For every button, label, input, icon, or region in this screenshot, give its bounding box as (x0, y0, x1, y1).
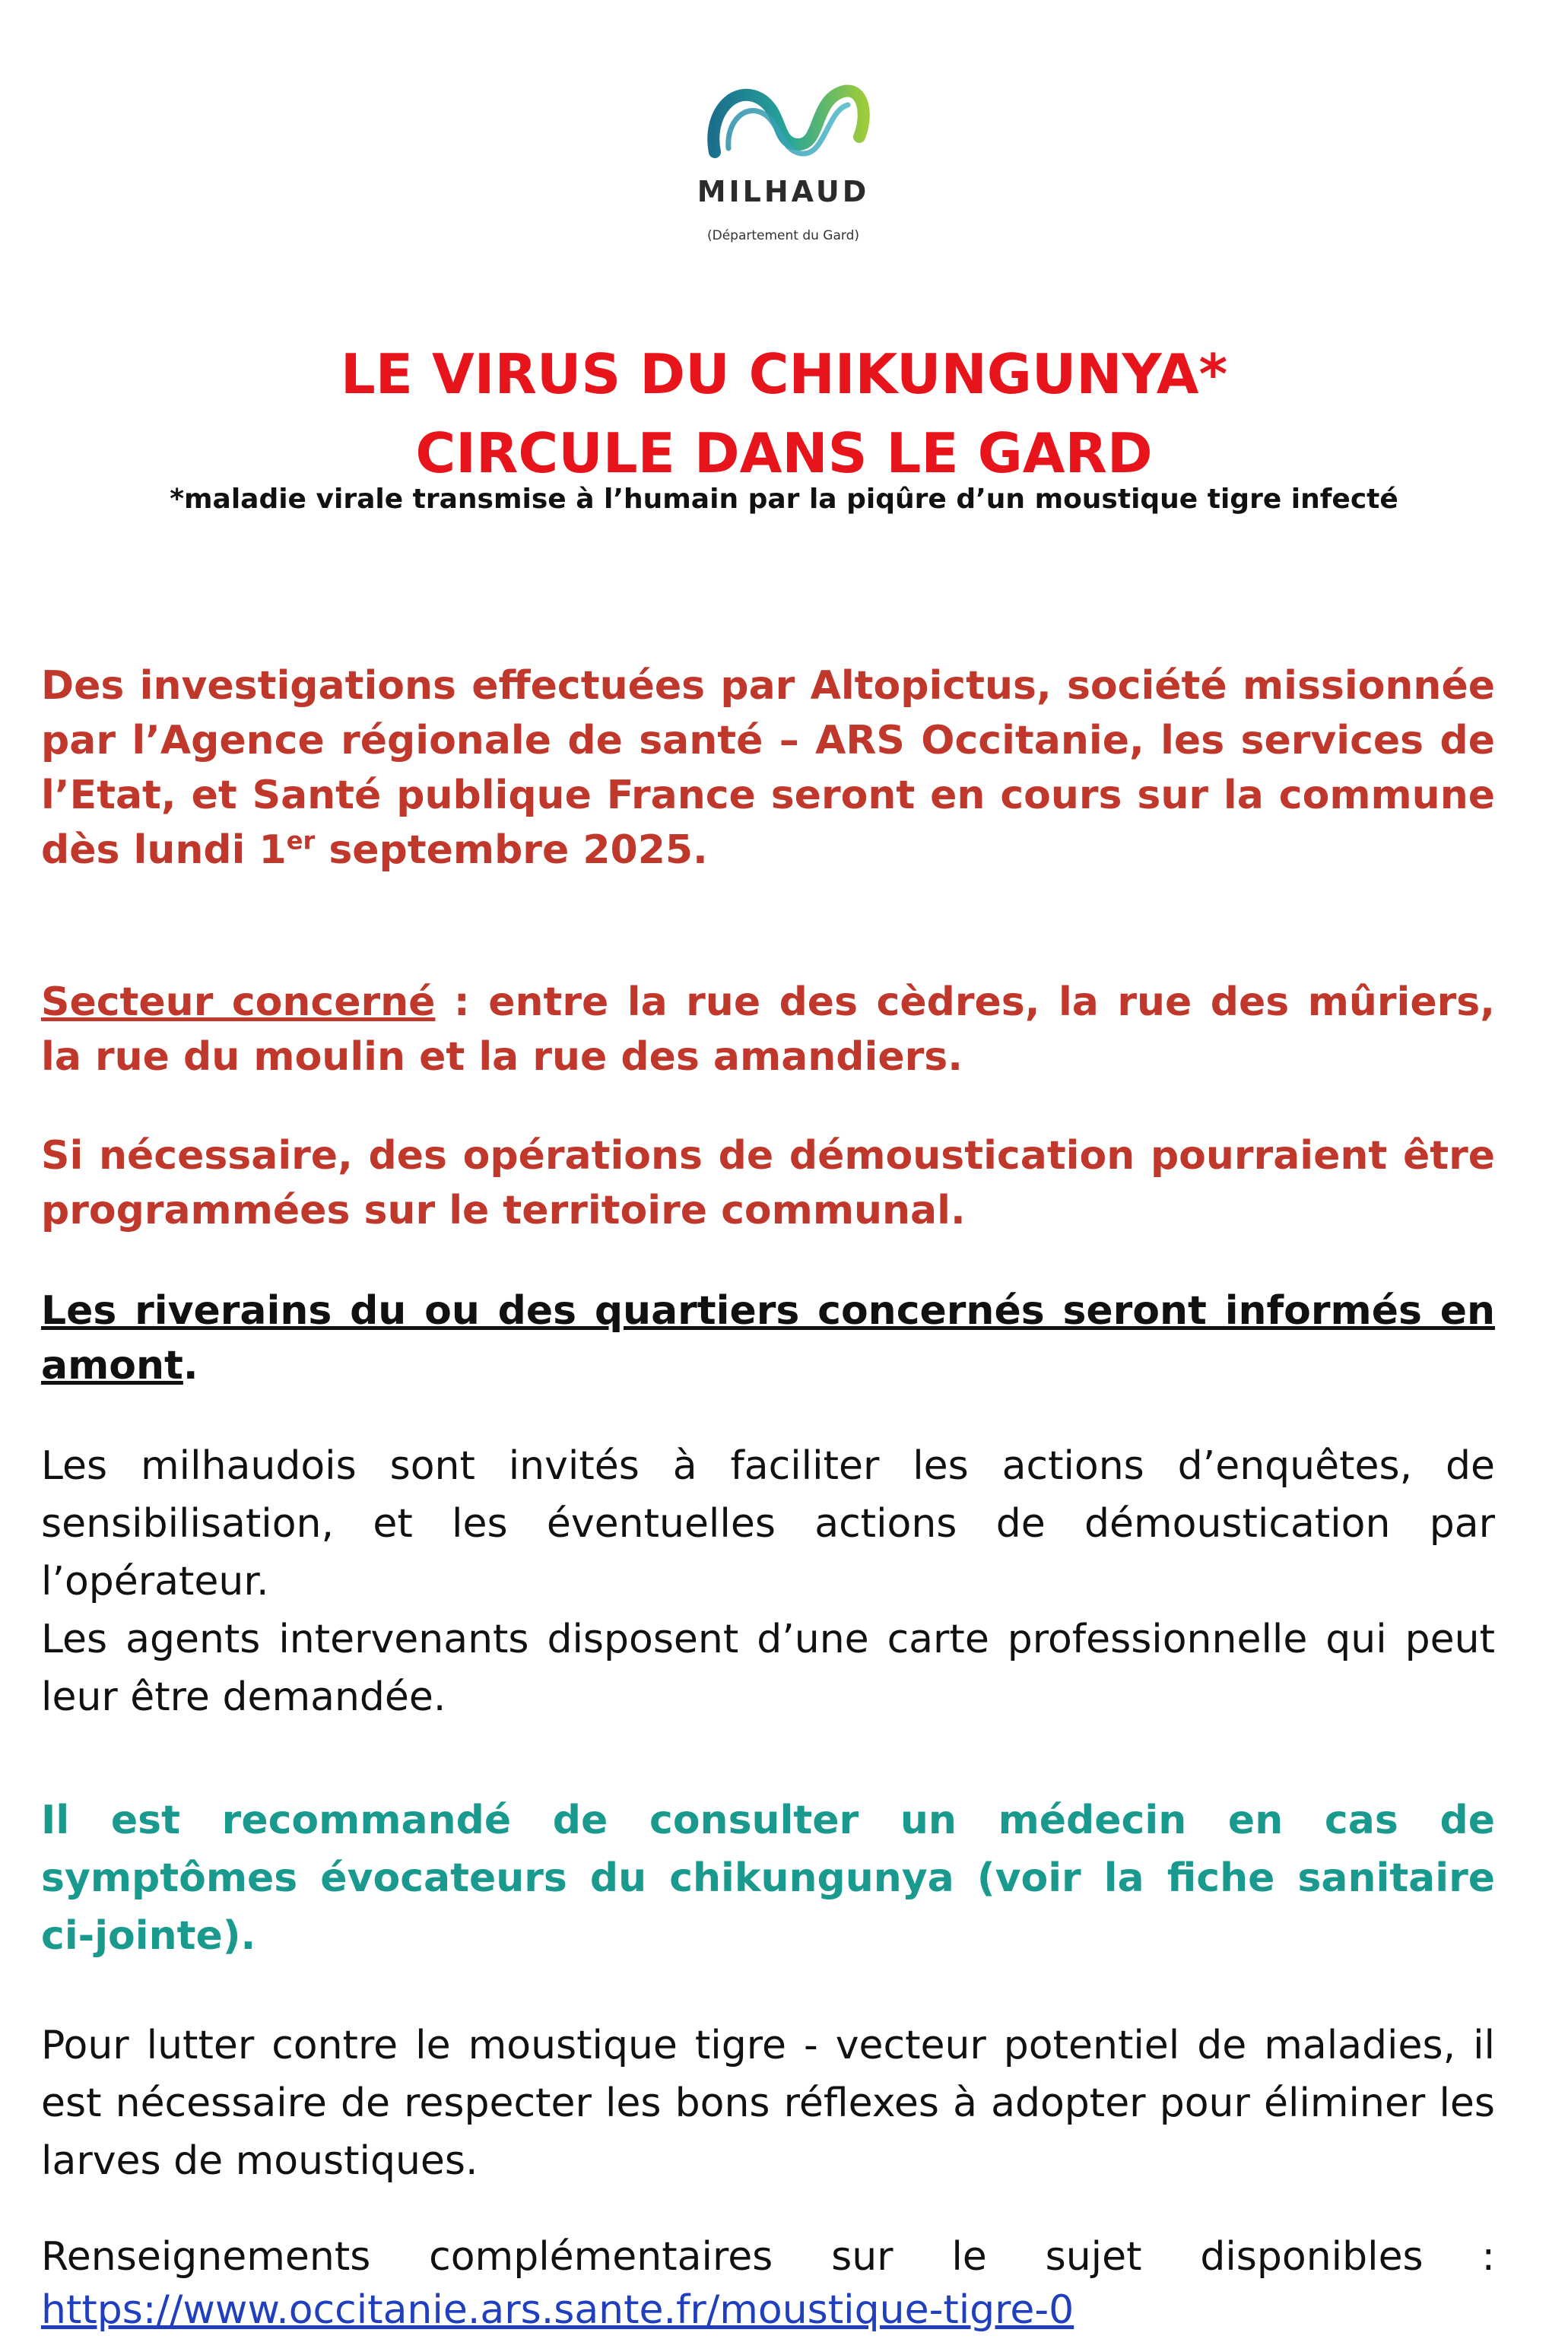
riverains-paragraph (41, 1284, 1495, 1393)
agents-paragraph: Les agents intervenants disposent d’une carte professionnelle qui peut leur être demandée. (41, 1617, 1495, 1720)
page-title (0, 335, 1568, 493)
ars-moustique-tigre-link[interactable]: https://www.occitanie.ars.sante.fr/moustique-tigre-0 (41, 2287, 1074, 2333)
secteur-label: Secteur concerné (41, 979, 436, 1025)
secteur-paragraph (41, 975, 1495, 1084)
secteur-text: : entre la rue des cèdres, la rue des mûriers, la rue du moulin et la rue des amandiers. (41, 979, 1495, 1080)
investigations-date: septembre 2025. (315, 827, 708, 873)
riverains-text: Les riverains du ou des quartiers concernés seront informés en amont (41, 1288, 1495, 1388)
investigations-paragraph (41, 659, 1495, 878)
demoustication-paragraph: Si nécessaire, des opérations de démoustication pourraient être programmées sur le territoire communal. (41, 1133, 1495, 1233)
investigations-text: Des investigations effectuées par Altopictus, société missionnée par l’Agence régionale de santé – ARS Occitanie, les services de l’Etat, et Santé publique France seront en cours sur la commune dès lundi 1 (41, 663, 1495, 873)
ordinal-superscript: er (286, 826, 316, 855)
milhaud-wave-logo-icon (692, 68, 874, 167)
milhaudois-paragraph: Les milhaudois sont invités à faciliter les actions d’enquêtes, de sensibilisation, et les éventuelles actions de démoustication par l’opérateur. (41, 1443, 1495, 1604)
renseignements-link-line (41, 2281, 1495, 2339)
renseignements-text: Renseignements complémentaires sur le sujet disponibles : (41, 2234, 1495, 2280)
title-line-1: LE VIRUS DU CHIKUNGUNYA* (340, 342, 1228, 406)
logo-subtitle: (Département du Gard) (706, 228, 860, 243)
riverains-period: . (183, 1343, 198, 1388)
title-footnote: *maladie virale transmise à l’humain par la piqûre d’un moustique tigre infecté (170, 484, 1398, 515)
lutter-paragraph: Pour lutter contre le moustique tigre - vecteur potentiel de maladies, il est nécessaire de respecter les bons réflexes à adopter pour éliminer les larves de moustiques. (41, 2023, 1495, 2184)
title-line-2: CIRCULE DANS LE GARD (415, 421, 1153, 485)
medecin-paragraph: Il est recommandé de consulter un médecin en cas de symptômes évocateurs du chikungunya (voir la fiche sanitaire ci-jointe). (41, 1798, 1495, 1959)
logo-name: MILHAUD (697, 175, 870, 208)
milhaud-logo (654, 68, 913, 208)
